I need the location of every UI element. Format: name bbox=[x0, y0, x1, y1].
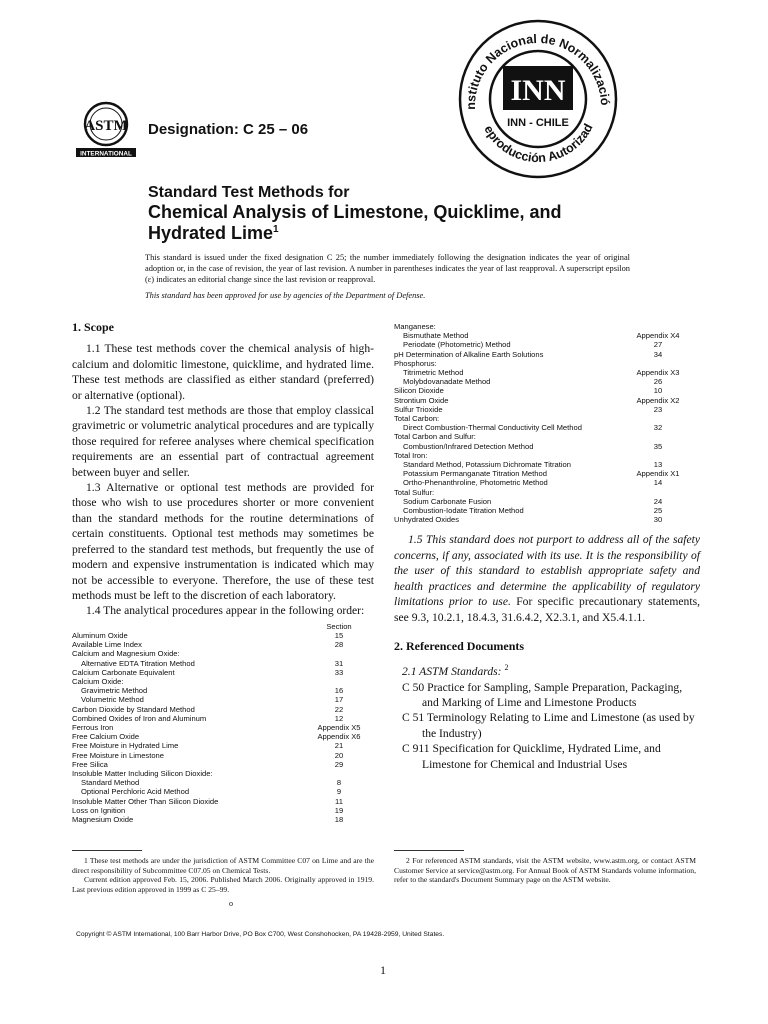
scope-para-1-2: 1.2 The standard test methods are those that employ classical gravimetric or volumetric analytical procedures and are typically those required for referee analyses where chemical specification requirements are an essential part of contractual agreement between buyer and seller. bbox=[72, 404, 374, 479]
table-row bbox=[72, 705, 374, 714]
footnote-2-text: 2 For referenced ASTM standards, visit the ASTM website, www.astm.org, or contact ASTM Customer Service at service@astm.org. For Annual Book of ASTM Standards volume information, refer to the standard's Document Summary page on the ASTM website. bbox=[394, 856, 696, 885]
ref-item: C 50 Practice for Sampling, Sample Preparation, Packaging, and Marking of Lime and Limestone Products bbox=[402, 680, 683, 709]
procedure-section bbox=[304, 677, 374, 686]
table-row bbox=[72, 806, 374, 815]
precaution-statement: For specific precautionary statements, see 9.3, 10.2.1, 18.4.3, 31.6.4.2, X2.3.1, and X5.4.1.1. bbox=[394, 595, 700, 624]
procedure-name: Total Iron: bbox=[394, 450, 428, 460]
table-row bbox=[394, 359, 700, 368]
procedure-name: Free Calcium Oxide bbox=[72, 732, 140, 742]
procedure-section: Appendix X6 bbox=[317, 732, 361, 742]
procedures-table-right bbox=[394, 322, 700, 524]
table-row bbox=[394, 377, 700, 386]
procedure-section: 14 bbox=[653, 478, 663, 488]
astm-standards-mark: 2 bbox=[504, 663, 509, 673]
table-row bbox=[394, 478, 700, 487]
procedure-section: 15 bbox=[334, 630, 344, 640]
procedure-section: 30 bbox=[653, 515, 663, 525]
footnote-2 bbox=[394, 856, 696, 885]
table-row bbox=[394, 432, 700, 441]
procedure-name: Strontium Oxide bbox=[394, 395, 449, 405]
procedure-name: Silicon Dioxide bbox=[394, 386, 444, 396]
procedure-name: Calcium Carbonate Equivalent bbox=[72, 667, 175, 677]
procedure-section bbox=[616, 488, 700, 497]
logo-main-text: ASTM bbox=[84, 118, 128, 134]
procedure-section: 10 bbox=[653, 386, 663, 396]
procedure-name: Combustion/Infrared Detection Method bbox=[403, 441, 534, 451]
procedure-section: Appendix X3 bbox=[636, 368, 680, 378]
document-title bbox=[148, 183, 628, 244]
procedure-name: Standard Method, Potassium Dichromate Titration bbox=[403, 460, 571, 470]
table-row bbox=[394, 460, 700, 469]
scope-heading: 1. Scope bbox=[72, 320, 114, 334]
table-row bbox=[72, 815, 374, 824]
procedure-name: Loss on Ignition bbox=[72, 805, 126, 815]
copyright: Copyright © ASTM International, 100 Barr Harbor Drive, PO Box C700, West Conshohocken, PA 19428-2959, United States. bbox=[76, 931, 445, 938]
procedures-table-left bbox=[72, 622, 374, 824]
procedure-name: Unhydrated Oxides bbox=[394, 515, 460, 525]
procedure-name: Ortho-Phenanthroline, Photometric Method bbox=[403, 478, 548, 488]
stamp-ring-bottom-text: eproducción Autorizad bbox=[481, 121, 596, 166]
scope-para-1-3: 1.3 Alternative or optional test methods are provided for those who wish to use procedures shorter or more convenient than the standard methods for the routine determinations of certain constituents. Optional test methods may sometimes be preferred to the standard test methods, but frequently the use of modern and expensive instrumentation is indicated which may not be accessible to everyone. Therefore, the use of these test methods must be left to the discretion of each laboratory. bbox=[72, 481, 374, 602]
table-row bbox=[394, 442, 700, 451]
table-row bbox=[72, 640, 374, 649]
procedure-name: Periodate (Photometric) Method bbox=[403, 340, 511, 350]
astm-standards-sub: 2.1 ASTM Standards: bbox=[402, 665, 502, 679]
procedure-name: Molybdovanadate Method bbox=[403, 377, 491, 387]
procedure-name: Sodium Carbonate Fusion bbox=[403, 496, 492, 506]
procedure-section bbox=[616, 432, 700, 441]
procedure-name: Combined Oxides of Iron and Aluminum bbox=[72, 713, 207, 723]
procedure-name: Free Silica bbox=[72, 759, 108, 769]
table-row bbox=[72, 695, 374, 704]
procedure-section bbox=[616, 451, 700, 460]
designation: Designation: C 25 – 06 bbox=[148, 121, 309, 138]
procedure-section: Appendix X1 bbox=[636, 469, 680, 479]
table-row bbox=[72, 778, 374, 787]
logo-sub-text: INTERNATIONAL bbox=[80, 150, 132, 158]
left-column bbox=[72, 320, 374, 824]
procedure-name: Aluminum Oxide bbox=[72, 630, 128, 640]
table-row bbox=[72, 714, 374, 723]
title-line-2: Chemical Analysis of Limestone, Quicklime, and Hydrated Lime bbox=[148, 202, 562, 243]
procedure-name: Gravimetric Method bbox=[81, 686, 148, 696]
procedure-name: Available Lime Index bbox=[72, 640, 142, 650]
table-row bbox=[394, 350, 700, 359]
table-row bbox=[394, 414, 700, 423]
table-row bbox=[72, 760, 374, 769]
procedure-section: 31 bbox=[334, 658, 344, 668]
defense-note: This standard has been approved for use by agencies of the Department of Defense. bbox=[145, 291, 426, 300]
procedure-name: Calcium Oxide: bbox=[72, 676, 124, 686]
stamp-ring-top-text: nstituto Nacional de Normalizació bbox=[463, 31, 613, 110]
procedure-section: 9 bbox=[336, 787, 342, 797]
procedure-section bbox=[304, 769, 374, 778]
procedure-section: Appendix X2 bbox=[636, 395, 680, 405]
ref-item: C 51 Terminology Relating to Lime and Limestone (as used by the Industry) bbox=[402, 711, 695, 740]
table-row bbox=[72, 649, 374, 658]
procedure-name: Standard Method bbox=[81, 778, 140, 788]
procedure-name: Potassium Permanganate Titration Method bbox=[403, 469, 547, 479]
procedure-section bbox=[616, 414, 700, 423]
inn-chile-stamp bbox=[453, 14, 623, 184]
table-row bbox=[72, 723, 374, 732]
procedure-section: Appendix X4 bbox=[636, 331, 680, 341]
table-row bbox=[394, 423, 700, 432]
procedure-name: Calcium and Magnesium Oxide: bbox=[72, 649, 180, 659]
procedure-section: 27 bbox=[653, 340, 663, 350]
procedure-section: 33 bbox=[334, 667, 344, 677]
table-row bbox=[72, 732, 374, 741]
table-row bbox=[394, 340, 700, 349]
table-row bbox=[394, 322, 700, 331]
astm-logo bbox=[70, 100, 142, 166]
procedure-name: pH Determination of Alkaline Earth Solutions bbox=[394, 349, 544, 359]
procedure-name: Bismuthate Method bbox=[403, 331, 469, 341]
table-row bbox=[394, 488, 700, 497]
table-row bbox=[394, 506, 700, 515]
table-row bbox=[72, 631, 374, 640]
procedure-section: 26 bbox=[653, 377, 663, 387]
table-row bbox=[72, 668, 374, 677]
ref-item: C 911 Specification for Quicklime, Hydrated Lime, and Limestone for Chemical and Industrial Uses bbox=[402, 742, 661, 771]
procedure-name: Combustion-Iodate Titration Method bbox=[403, 506, 524, 516]
table-row bbox=[394, 451, 700, 460]
procedure-section: 20 bbox=[334, 750, 344, 760]
procedure-section: 19 bbox=[334, 805, 344, 815]
procedure-name: Sulfur Trioxide bbox=[394, 404, 443, 414]
table-row bbox=[394, 331, 700, 340]
title-line-1: Standard Test Methods for bbox=[148, 184, 350, 201]
table-row bbox=[72, 659, 374, 668]
procedure-name: Titrimetric Method bbox=[403, 368, 464, 378]
table-row bbox=[394, 386, 700, 395]
procedure-section bbox=[616, 359, 700, 368]
procedure-section: 22 bbox=[334, 704, 344, 714]
page-number: 1 bbox=[380, 963, 386, 977]
table-row bbox=[72, 787, 374, 796]
procedure-section: 29 bbox=[334, 759, 344, 769]
title-footnote-mark: 1 bbox=[273, 224, 279, 235]
scope-para-1-5 bbox=[394, 532, 700, 624]
procedure-section: 13 bbox=[653, 460, 663, 470]
procedure-name: Direct Combustion-Thermal Conductivity Cell Method bbox=[403, 423, 582, 433]
procedure-name: Phosphorus: bbox=[394, 358, 437, 368]
table-row bbox=[72, 677, 374, 686]
table-row bbox=[72, 741, 374, 750]
table-row bbox=[72, 797, 374, 806]
scope-para-1-1: 1.1 These test methods cover the chemical analysis of high-calcium and dolomitic limestone, quicklime, and hydrated lime. These test methods are classified as either standard (preferred) or alternative (optional). bbox=[72, 342, 374, 402]
referenced-heading: 2. Referenced Documents bbox=[394, 638, 525, 653]
procedure-section bbox=[304, 649, 374, 658]
procedure-section: Appendix X5 bbox=[317, 722, 361, 732]
procedure-name: Total Sulfur: bbox=[394, 487, 435, 497]
procedure-section: 25 bbox=[653, 506, 663, 516]
table-row bbox=[394, 469, 700, 478]
table-row bbox=[394, 368, 700, 377]
procedure-section: 35 bbox=[653, 441, 663, 451]
procedure-name: Free Moisture in Limestone bbox=[72, 750, 165, 760]
referenced-documents bbox=[394, 639, 700, 772]
footnote-rule bbox=[72, 850, 142, 851]
procedure-name: Carbon Dioxide by Standard Method bbox=[72, 704, 195, 714]
procedure-section: 11 bbox=[335, 796, 343, 806]
procedure-name: Free Moisture in Hydrated Lime bbox=[72, 741, 179, 751]
section-header: Section bbox=[326, 621, 352, 631]
table-row bbox=[72, 769, 374, 778]
procedure-section: 21 bbox=[334, 741, 344, 751]
stamp-letters: INN bbox=[510, 74, 566, 107]
procedure-name: Manganese: bbox=[394, 322, 436, 331]
procedure-name: Ferrous Iron bbox=[72, 722, 114, 732]
procedure-section: 17 bbox=[334, 695, 344, 705]
table-row bbox=[72, 751, 374, 760]
table-header-row bbox=[72, 622, 374, 631]
procedure-name: Volumetric Method bbox=[81, 695, 144, 705]
procedure-section: 16 bbox=[334, 686, 344, 696]
procedure-section: 28 bbox=[334, 640, 344, 650]
procedure-name: Insoluble Matter Other Than Silicon Dioxide bbox=[72, 796, 219, 806]
procedure-section: 34 bbox=[653, 349, 663, 359]
right-column bbox=[394, 322, 700, 772]
table-row bbox=[72, 686, 374, 695]
procedure-name: Total Carbon: bbox=[394, 414, 440, 424]
footnote-mark: o bbox=[229, 899, 233, 908]
procedure-section: 18 bbox=[334, 814, 344, 824]
footnote-1-b: Current edition approved Feb. 15, 2006. Published March 2006. Originally approved in 1919. Last previous edition approved in 1999 as C 25–99. bbox=[72, 875, 374, 894]
procedure-section: 12 bbox=[334, 713, 344, 723]
table-row bbox=[394, 497, 700, 506]
table-row bbox=[394, 405, 700, 414]
procedure-section: 32 bbox=[653, 423, 663, 433]
stamp-center-text: INN - CHILE bbox=[507, 117, 569, 129]
footnote-1-a: 1 These test methods are under the jurisdiction of ASTM Committee C07 on Lime and are the direct responsibility of Subcommittee C07.05 on Chemical Tests. bbox=[72, 856, 374, 875]
procedure-section: 8 bbox=[336, 778, 342, 788]
procedure-name: Optional Perchloric Acid Method bbox=[81, 787, 190, 797]
procedure-name: Magnesium Oxide bbox=[72, 814, 134, 824]
footnote-rule bbox=[394, 850, 464, 851]
safety-statement: 1.5 This standard does not purport to address all of the safety concerns, if any, associated with its use. It is the responsibility of the user of this standard to establish appropriate safety and health practices and determine the applicability of regulatory limitations prior to use. bbox=[394, 533, 700, 609]
procedure-section bbox=[616, 322, 700, 331]
footnote-1 bbox=[72, 856, 374, 894]
table-row bbox=[394, 515, 700, 524]
procedure-name: Insoluble Matter Including Silicon Dioxide: bbox=[72, 768, 213, 778]
table-row bbox=[394, 396, 700, 405]
procedure-section: 24 bbox=[653, 496, 663, 506]
standard-notice: This standard is issued under the fixed designation C 25; the number immediately following the designation indicates the year of original adoption or, in the case of revision, the year of last revision. A number in parentheses indicates the year of last reapproval. A superscript epsilon (ε) indicates an editorial change since the last revision or reapproval. bbox=[145, 253, 630, 284]
procedure-name: Total Carbon and Sulfur: bbox=[394, 432, 476, 442]
procedure-section: 23 bbox=[653, 404, 663, 414]
procedure-name: Alternative EDTA Titration Method bbox=[81, 658, 195, 668]
scope-para-1-4: 1.4 The analytical procedures appear in the following order: bbox=[86, 604, 365, 618]
